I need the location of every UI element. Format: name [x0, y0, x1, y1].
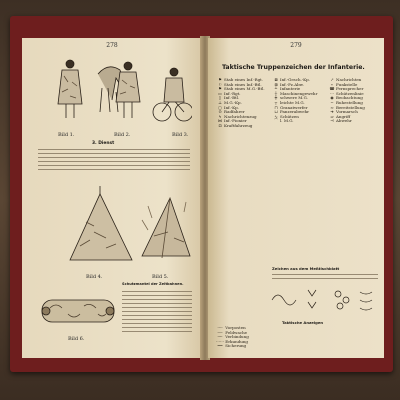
symbol-row: ◉ Beobachtung [330, 95, 363, 101]
left-page [22, 38, 202, 358]
zeltbahn-text [122, 288, 192, 335]
symbol-row: ▯ Inf.-Btl. [218, 95, 240, 101]
tactical-reports-heading: Taktische Anzeigen [282, 320, 324, 325]
symbol-row: ┼ Maschinengewehr [274, 90, 318, 96]
symbol-row: ⊠ Inf.-Gesch.-Kp. [274, 77, 310, 82]
symbol-row: ⚑ Stab eines Inf.-Rgt. [218, 77, 264, 82]
symbol-row: ⚐ Stab eines Inf.-Btl. [218, 81, 262, 87]
symbol-column-3 [328, 78, 382, 124]
caption-bild-3: Bild 3. [172, 132, 189, 138]
symbol-row: ∼ Ruhestellung [330, 99, 363, 105]
zeltbahn-heading: Schutzmantel der Zeltbahnen. [122, 282, 184, 286]
figure-rolled-tent [36, 290, 120, 340]
figure-soldiers-ponchos [52, 52, 192, 132]
caption-bild-1: Bild 1. [58, 132, 75, 138]
symbol-row: ⋯ Schützenlinie [330, 90, 364, 96]
symbol-row: ⇒ Angriff [330, 113, 351, 119]
symbol-row: ⚑ Stab eines M.G.-Btl. [218, 86, 265, 92]
figure-terrain-symbols [268, 282, 380, 318]
symbol-row: ⊔ Panzerabwehr [274, 109, 310, 115]
footer-row: ┅┅ Sicherung [217, 343, 247, 349]
symbol-row: ▭ Inf.-Rgt. [218, 90, 241, 96]
symbol-row: ∿ Schützen [274, 113, 299, 119]
symbol-row: ☎ Fernsprecher [329, 86, 364, 92]
symbol-column-2 [272, 78, 326, 124]
symbol-row: ≈ Bereitstellung [330, 104, 365, 110]
caption-bild-4: Bild 4. [86, 274, 103, 280]
symbol-row: ↯ Nachrichtenzug [218, 113, 257, 119]
caption-bild-2: Bild 2. [114, 132, 131, 138]
symbol-row: ⊓ Granatwerfer [274, 104, 308, 110]
symbol-row: ┴ Infanterie [274, 86, 301, 92]
left-body-text [38, 146, 190, 173]
footer-row: ╌╌ Verbindung [217, 334, 249, 340]
symbol-row: ⊥ M.G.-Kp. [218, 99, 242, 105]
footer-row: ┄┄ Feldwache [217, 329, 248, 335]
symbol-row: ⊞ Inf.-Pz.Abw. [274, 81, 304, 87]
symbol-row: ┬ leichte M.G. [274, 99, 305, 105]
left-page-number: 278 [106, 42, 118, 49]
footer-row: ┈┈ Vorposten [217, 325, 246, 330]
map-signs-text [272, 271, 378, 282]
symbol-row: ◻ Inf.-Kp. [218, 104, 239, 110]
right-page-title: Taktische Truppenzeichen der Infanterie. [222, 64, 365, 71]
symbol-row: ⊡ Kraftfahrzeug [218, 122, 253, 128]
symbol-row: ⊙ Radfahrer [218, 109, 245, 115]
symbol-column-1 [216, 78, 270, 129]
symbol-row: ⊣ Abwehr [330, 118, 352, 124]
symbol-row: ⌒ l. M.G. [274, 118, 294, 124]
footer-symbols [216, 326, 380, 349]
right-page-number: 279 [290, 42, 302, 49]
symbol-row: ⌁ Funkstelle [330, 81, 358, 87]
left-section-heading: 3. Dienst [92, 141, 115, 146]
symbol-row: ⋈ Inf.-Pionier [218, 118, 247, 124]
figure-tents [50, 176, 196, 272]
symbol-row: ╪ schwere M.G. [274, 95, 308, 101]
caption-bild-5: Bild 5. [152, 274, 169, 280]
symbol-row: ↗ Nachrichten [330, 77, 362, 82]
caption-bild-6: Bild 6. [68, 336, 85, 342]
map-signs-heading: Zeichen aus dem Meßtischblatt [272, 266, 340, 271]
footer-row: ⋯⋯ Erkundung [216, 338, 248, 344]
symbol-row: ➔ Vormarsch [330, 109, 358, 115]
right-page [208, 38, 384, 358]
